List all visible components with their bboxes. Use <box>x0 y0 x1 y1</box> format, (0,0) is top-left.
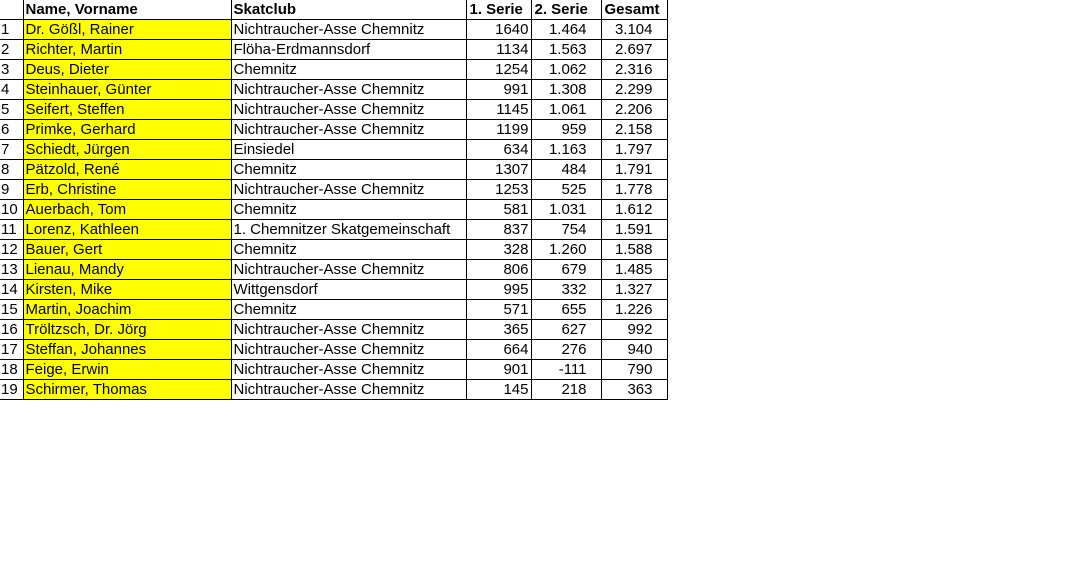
club-cell: Chemnitz <box>231 60 466 80</box>
rank-cell: 11 <box>0 220 23 240</box>
rank-cell: 15 <box>0 300 23 320</box>
serie-2-cell: 679 <box>531 260 601 280</box>
results-body <box>0 20 667 400</box>
rank-cell: 6 <box>0 120 23 140</box>
table-row <box>0 300 667 320</box>
player-name-cell: Kirsten, Mike <box>23 280 231 300</box>
serie-1-cell: 1145 <box>466 100 531 120</box>
total-cell: 1.226 <box>601 300 667 320</box>
table-row <box>0 220 667 240</box>
serie-2-cell: 1.062 <box>531 60 601 80</box>
serie-1-cell: 1134 <box>466 40 531 60</box>
serie-1-cell: 991 <box>466 80 531 100</box>
serie-1-cell: 806 <box>466 260 531 280</box>
table-row <box>0 140 667 160</box>
header-rank <box>0 0 23 20</box>
rank-cell: 14 <box>0 280 23 300</box>
table-row <box>0 180 667 200</box>
player-name-cell: Steinhauer, Günter <box>23 80 231 100</box>
total-cell: 940 <box>601 340 667 360</box>
rank-cell: 2 <box>0 40 23 60</box>
player-name-cell: Dr. Gößl, Rainer <box>23 20 231 40</box>
table-row <box>0 240 667 260</box>
serie-1-cell: 571 <box>466 300 531 320</box>
serie-1-cell: 365 <box>466 320 531 340</box>
table-row <box>0 40 667 60</box>
serie-1-cell: 145 <box>466 380 531 400</box>
club-cell: Nichtraucher-Asse Chemnitz <box>231 360 466 380</box>
header-club: Skatclub <box>231 0 466 20</box>
club-cell: Nichtraucher-Asse Chemnitz <box>231 80 466 100</box>
player-name-cell: Auerbach, Tom <box>23 200 231 220</box>
club-cell: Flöha-Erdmannsdorf <box>231 40 466 60</box>
club-cell: Nichtraucher-Asse Chemnitz <box>231 260 466 280</box>
rank-cell: 8 <box>0 160 23 180</box>
serie-2-cell: 1.061 <box>531 100 601 120</box>
club-cell: 1. Chemnitzer Skatgemeinschaft <box>231 220 466 240</box>
rank-cell: 3 <box>0 60 23 80</box>
rank-cell: 10 <box>0 200 23 220</box>
total-cell: 2.158 <box>601 120 667 140</box>
table-row <box>0 280 667 300</box>
serie-1-cell: 1640 <box>466 20 531 40</box>
total-cell: 2.299 <box>601 80 667 100</box>
table-row <box>0 100 667 120</box>
total-cell: 2.697 <box>601 40 667 60</box>
total-cell: 992 <box>601 320 667 340</box>
club-cell: Nichtraucher-Asse Chemnitz <box>231 380 466 400</box>
club-cell: Nichtraucher-Asse Chemnitz <box>231 340 466 360</box>
serie-2-cell: 754 <box>531 220 601 240</box>
player-name-cell: Steffan, Johannes <box>23 340 231 360</box>
serie-1-cell: 837 <box>466 220 531 240</box>
table-row <box>0 20 667 40</box>
header-name: Name, Vorname <box>23 0 231 20</box>
serie-2-cell: 1.260 <box>531 240 601 260</box>
player-name-cell: Primke, Gerhard <box>23 120 231 140</box>
serie-2-cell: 959 <box>531 120 601 140</box>
header-serie-2: 2. Serie <box>531 0 601 20</box>
rank-cell: 16 <box>0 320 23 340</box>
table-row <box>0 260 667 280</box>
total-cell: 1.485 <box>601 260 667 280</box>
serie-1-cell: 1254 <box>466 60 531 80</box>
rank-cell: 1 <box>0 20 23 40</box>
club-cell: Chemnitz <box>231 200 466 220</box>
serie-1-cell: 995 <box>466 280 531 300</box>
club-cell: Nichtraucher-Asse Chemnitz <box>231 180 466 200</box>
serie-2-cell: 1.031 <box>531 200 601 220</box>
club-cell: Einsiedel <box>231 140 466 160</box>
club-cell: Nichtraucher-Asse Chemnitz <box>231 20 466 40</box>
rank-cell: 12 <box>0 240 23 260</box>
rank-cell: 4 <box>0 80 23 100</box>
table-row <box>0 60 667 80</box>
player-name-cell: Erb, Christine <box>23 180 231 200</box>
club-cell: Wittgensdorf <box>231 280 466 300</box>
serie-2-cell: 1.308 <box>531 80 601 100</box>
rank-cell: 9 <box>0 180 23 200</box>
club-cell: Nichtraucher-Asse Chemnitz <box>231 100 466 120</box>
total-cell: 1.797 <box>601 140 667 160</box>
club-cell: Chemnitz <box>231 160 466 180</box>
serie-2-cell: 627 <box>531 320 601 340</box>
club-cell: Chemnitz <box>231 300 466 320</box>
serie-2-cell: 276 <box>531 340 601 360</box>
table-row <box>0 200 667 220</box>
rank-cell: 5 <box>0 100 23 120</box>
total-cell: 1.588 <box>601 240 667 260</box>
serie-1-cell: 634 <box>466 140 531 160</box>
table-row <box>0 80 667 100</box>
club-cell: Chemnitz <box>231 240 466 260</box>
club-cell: Nichtraucher-Asse Chemnitz <box>231 320 466 340</box>
total-cell: 2.206 <box>601 100 667 120</box>
player-name-cell: Lienau, Mandy <box>23 260 231 280</box>
serie-1-cell: 328 <box>466 240 531 260</box>
serie-2-cell: 1.163 <box>531 140 601 160</box>
serie-1-cell: 1307 <box>466 160 531 180</box>
rank-cell: 7 <box>0 140 23 160</box>
club-cell: Nichtraucher-Asse Chemnitz <box>231 120 466 140</box>
player-name-cell: Martin, Joachim <box>23 300 231 320</box>
header-serie-1: 1. Serie <box>466 0 531 20</box>
serie-2-cell: 655 <box>531 300 601 320</box>
serie-1-cell: 901 <box>466 360 531 380</box>
player-name-cell: Seifert, Steffen <box>23 100 231 120</box>
table-row <box>0 320 667 340</box>
serie-2-cell: 332 <box>531 280 601 300</box>
player-name-cell: Richter, Martin <box>23 40 231 60</box>
serie-2-cell: 484 <box>531 160 601 180</box>
table-row <box>0 120 667 140</box>
total-cell: 1.778 <box>601 180 667 200</box>
total-cell: 1.591 <box>601 220 667 240</box>
player-name-cell: Bauer, Gert <box>23 240 231 260</box>
player-name-cell: Schirmer, Thomas <box>23 380 231 400</box>
serie-2-cell: 1.464 <box>531 20 601 40</box>
serie-2-cell: 218 <box>531 380 601 400</box>
table-row <box>0 360 667 380</box>
total-cell: 363 <box>601 380 667 400</box>
serie-2-cell: -111 <box>531 360 601 380</box>
serie-1-cell: 1253 <box>466 180 531 200</box>
header-row <box>0 0 667 20</box>
total-cell: 1.612 <box>601 200 667 220</box>
player-name-cell: Lorenz, Kathleen <box>23 220 231 240</box>
header-total: Gesamt <box>601 0 667 20</box>
serie-1-cell: 581 <box>466 200 531 220</box>
serie-2-cell: 525 <box>531 180 601 200</box>
total-cell: 3.104 <box>601 20 667 40</box>
table-row <box>0 340 667 360</box>
total-cell: 790 <box>601 360 667 380</box>
total-cell: 1.791 <box>601 160 667 180</box>
total-cell: 1.327 <box>601 280 667 300</box>
player-name-cell: Deus, Dieter <box>23 60 231 80</box>
serie-1-cell: 664 <box>466 340 531 360</box>
results-table <box>0 0 668 400</box>
total-cell: 2.316 <box>601 60 667 80</box>
serie-1-cell: 1199 <box>466 120 531 140</box>
rank-cell: 13 <box>0 260 23 280</box>
player-name-cell: Schiedt, Jürgen <box>23 140 231 160</box>
rank-cell: 19 <box>0 380 23 400</box>
player-name-cell: Pätzold, René <box>23 160 231 180</box>
table-row <box>0 380 667 400</box>
player-name-cell: Tröltzsch, Dr. Jörg <box>23 320 231 340</box>
rank-cell: 18 <box>0 360 23 380</box>
serie-2-cell: 1.563 <box>531 40 601 60</box>
rank-cell: 17 <box>0 340 23 360</box>
player-name-cell: Feige, Erwin <box>23 360 231 380</box>
table-row <box>0 160 667 180</box>
